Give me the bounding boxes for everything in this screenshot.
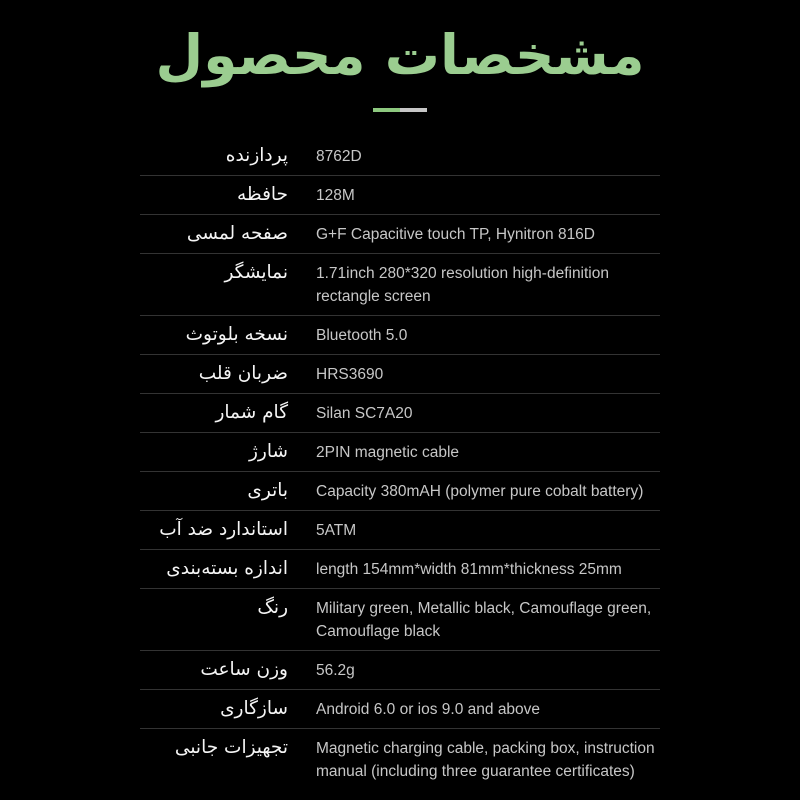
table-row — [140, 588, 660, 650]
header — [0, 0, 800, 112]
table-row — [140, 471, 660, 510]
spec-value: Military green, Metallic black, Camouflage green, Camouflage black — [316, 600, 652, 640]
spec-value: 56.2g — [316, 662, 355, 679]
spec-value: Capacity 380mAH (polymer pure cobalt battery) — [316, 483, 644, 500]
spec-label: تجهیزات جانبی — [174, 737, 288, 758]
spec-value: G+F Capacitive touch TP, Hynitron 816D — [316, 226, 595, 243]
spec-label: گام شمار — [215, 402, 288, 423]
spec-value: 128M — [316, 187, 355, 204]
spec-label: ضربان قلب — [198, 363, 288, 384]
spec-value: Silan SC7A20 — [316, 405, 413, 422]
table-row — [140, 315, 660, 354]
table-row — [140, 432, 660, 471]
spec-label: نسخه بلوتوث — [185, 324, 288, 345]
table-row — [140, 549, 660, 588]
spec-value: 5ATM — [316, 522, 357, 539]
spec-label: شارژ — [248, 441, 288, 462]
spec-label: استاندارد ضد آب — [159, 519, 288, 540]
spec-label: باتری — [247, 480, 288, 501]
table-row — [140, 689, 660, 728]
spec-value: length 154mm*width 81mm*thickness 25mm — [316, 561, 622, 578]
table-row — [140, 214, 660, 253]
table-row — [140, 650, 660, 689]
spec-value: Bluetooth 5.0 — [316, 327, 408, 344]
spec-label: نمایشگر — [224, 262, 288, 283]
spec-label: حافظه — [236, 184, 288, 205]
title-accent-bar — [373, 108, 427, 112]
table-row — [140, 354, 660, 393]
spec-value: 1.71inch 280*320 resolution high-definition rectangle screen — [316, 265, 609, 305]
spec-value: 2PIN magnetic cable — [316, 444, 460, 461]
spec-label: اندازه بسته‌بندی — [166, 558, 288, 579]
spec-label: رنگ — [257, 597, 288, 618]
spec-label: صفحه لمسی — [186, 223, 288, 244]
accent-bar-gray-segment — [400, 108, 427, 112]
spec-label: پردازنده — [225, 145, 288, 166]
table-row — [140, 393, 660, 432]
accent-bar-green-segment — [373, 108, 400, 112]
spec-value: Magnetic charging cable, packing box, instruction manual (including three guarantee certificates) — [316, 740, 655, 780]
spec-value: 8762D — [316, 148, 362, 165]
table-row — [140, 175, 660, 214]
spec-value: Android 6.0 or ios 9.0 and above — [316, 701, 541, 718]
spec-table — [140, 137, 660, 790]
table-row — [140, 253, 660, 315]
table-row — [140, 510, 660, 549]
table-row — [140, 728, 660, 790]
table-row — [140, 137, 660, 175]
spec-label: سازگاری — [220, 698, 288, 719]
spec-label: وزن ساعت — [200, 659, 288, 680]
spec-value: HRS3690 — [316, 366, 384, 383]
page-title: مشخصات محصول — [155, 23, 645, 87]
